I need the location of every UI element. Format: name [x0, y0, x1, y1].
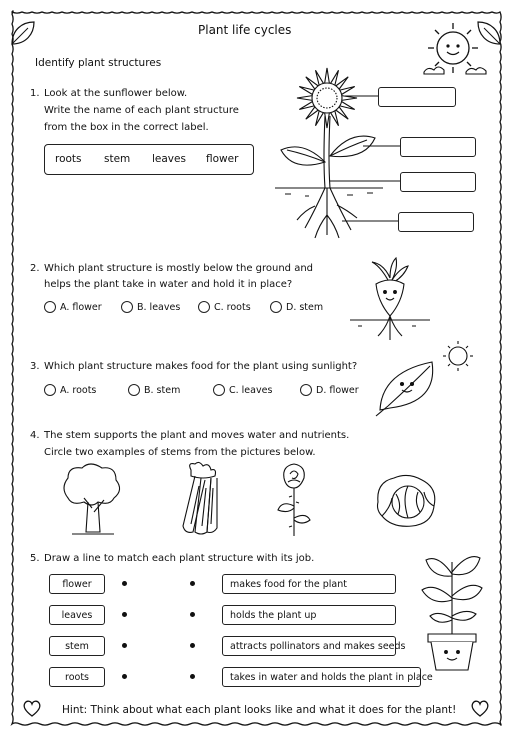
celery-icon [173, 462, 233, 542]
match-dot[interactable] [190, 581, 195, 586]
question-number: 1. [30, 88, 40, 99]
option-label: A. roots [60, 384, 97, 396]
structure-box-flower[interactable]: flower [49, 574, 105, 594]
match-dot[interactable] [190, 643, 195, 648]
potted-plant-icon [418, 552, 488, 677]
option-label: B. leaves [137, 301, 181, 313]
option-label: C. leaves [229, 384, 273, 396]
section-heading: Identify plant structures [35, 57, 162, 69]
leaf-icon [370, 340, 480, 420]
rose-icon [270, 460, 320, 540]
question-text: Circle two examples of stems from the pictures below. [44, 447, 316, 458]
word-bank-item: leaves [152, 153, 186, 165]
question-text: Which plant structure makes food for the plant using sunlight? [44, 361, 358, 372]
question-number: 4. [30, 430, 40, 441]
structure-box-stem[interactable]: stem [49, 636, 105, 656]
radio-circle[interactable] [270, 301, 282, 313]
word-bank-item: stem [104, 153, 131, 165]
cabbage-icon [372, 472, 442, 532]
question-text: Draw a line to match each plant structure with its job. [44, 553, 315, 564]
job-box[interactable]: attracts pollinators and makes seeds [222, 636, 396, 656]
structure-box-leaves[interactable]: leaves [49, 605, 105, 625]
stem-label-box[interactable] [400, 172, 476, 192]
answer-option[interactable] [128, 384, 180, 396]
heart-icon [22, 700, 42, 718]
option-label: A. flower [60, 301, 102, 313]
question-number: 5. [30, 553, 40, 564]
page-title: Plant life cycles [198, 23, 292, 37]
carrot-icon [350, 258, 430, 343]
match-dot[interactable] [122, 674, 127, 679]
match-dot[interactable] [190, 674, 195, 679]
radio-circle[interactable] [44, 301, 56, 313]
structure-box-roots[interactable]: roots [49, 667, 105, 687]
radio-circle[interactable] [213, 384, 225, 396]
heart-icon [470, 700, 490, 718]
option-label: C. roots [214, 301, 251, 313]
question-text: Look at the sunflower below. [44, 88, 188, 99]
match-dot[interactable] [190, 612, 195, 617]
match-dot[interactable] [122, 581, 127, 586]
option-label: D. stem [286, 301, 324, 313]
option-label: D. flower [316, 384, 359, 396]
option-label: B. stem [144, 384, 181, 396]
question-text: Write the name of each plant structure [44, 105, 239, 116]
question-text: Which plant structure is mostly below the ground and [44, 263, 314, 274]
tree-icon [58, 462, 128, 542]
word-bank-item: roots [55, 153, 82, 165]
question-number: 3. [30, 361, 40, 372]
radio-circle[interactable] [198, 301, 210, 313]
answer-option[interactable] [213, 384, 272, 396]
answer-option[interactable] [121, 301, 180, 313]
job-box[interactable]: holds the plant up [222, 605, 396, 625]
question-text: The stem supports the plant and moves water and nutrients. [44, 430, 350, 441]
answer-option[interactable] [300, 384, 359, 396]
match-dot[interactable] [122, 612, 127, 617]
answer-option[interactable] [44, 384, 96, 396]
roots-label-box[interactable] [398, 212, 474, 232]
job-box[interactable]: takes in water and holds the plant in place [222, 667, 421, 687]
flower-label-box[interactable] [378, 87, 456, 107]
question-number: 2. [30, 263, 40, 274]
match-dot[interactable] [122, 643, 127, 648]
answer-option[interactable] [270, 301, 323, 313]
radio-circle[interactable] [44, 384, 56, 396]
answer-option[interactable] [198, 301, 251, 313]
answer-option[interactable] [44, 301, 102, 313]
question-text: from the box in the correct label. [44, 122, 209, 133]
radio-circle[interactable] [121, 301, 133, 313]
hint-text: Hint: Think about what each plant looks like and what it does for the plant! [62, 704, 457, 716]
radio-circle[interactable] [128, 384, 140, 396]
job-box[interactable]: makes food for the plant [222, 574, 396, 594]
question-text: helps the plant take in water and hold it in place? [44, 279, 293, 290]
leaves-label-box[interactable] [400, 137, 476, 157]
radio-circle[interactable] [300, 384, 312, 396]
word-bank-item: flower [206, 153, 239, 165]
